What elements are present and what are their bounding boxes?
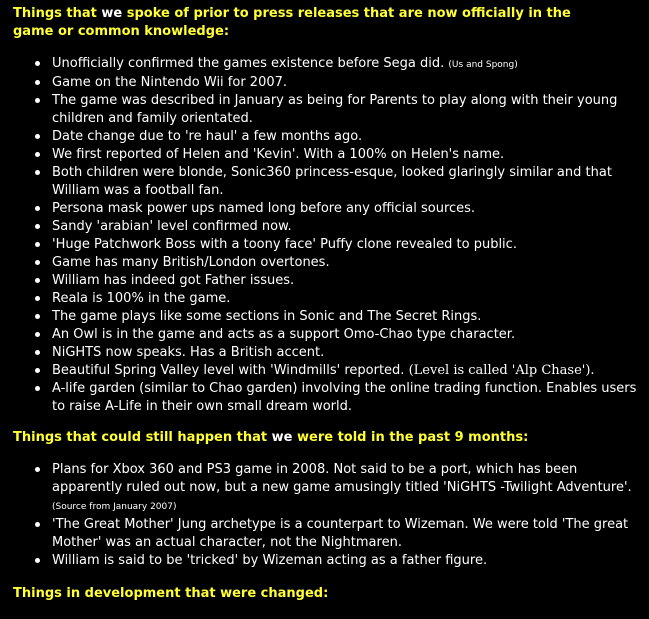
list-item bbox=[0, 128, 640, 146]
list-item bbox=[0, 200, 640, 218]
heading-text: Things that could still happen that bbox=[13, 430, 272, 445]
item-text: Date change due to 're haul' a few months ago. bbox=[52, 129, 363, 144]
item-text: The game was described in January as being for Parents to play along with their young children and family orientated. bbox=[52, 93, 618, 126]
item-text: Game has many British/London overtones. bbox=[52, 255, 330, 270]
item-text: An Owl is in the game and acts as a support Omo-Chao type character. bbox=[52, 327, 516, 342]
item-level-note: (Level is called 'Alp Chase'). bbox=[408, 363, 595, 378]
heading-text: Things in development that were changed: bbox=[13, 586, 329, 601]
heading-emphasis: we bbox=[271, 430, 293, 445]
item-text: NiGHTS now speaks. Has a British accent. bbox=[52, 345, 325, 360]
item-text: Game on the Nintendo Wii for 2007. bbox=[52, 75, 288, 90]
section-heading-confirmed bbox=[13, 5, 613, 41]
item-text: We first reported of Helen and 'Kevin'. With a 100% on Helen's name. bbox=[52, 147, 505, 162]
list-item bbox=[0, 74, 640, 92]
list-item bbox=[0, 146, 640, 164]
list-item bbox=[0, 290, 640, 308]
item-text: Sandy 'arabian' level confirmed now. bbox=[52, 219, 292, 234]
item-text: A-life garden (similar to Chao garden) involving the online trading function. Enables users to raise A-Life in their own small dream world. bbox=[52, 381, 637, 414]
list-item bbox=[0, 380, 640, 416]
section-heading-rumoured bbox=[13, 429, 633, 447]
item-text: 'Huge Patchwork Boss with a toony face' Puffy clone revealed to public. bbox=[52, 237, 517, 252]
item-text: 'The Great Mother' Jung archetype is a counterpart to Wizeman. We were told 'The great Mother' was an actual character, not the Nightmaren. bbox=[52, 517, 629, 550]
section-heading-changed bbox=[13, 585, 633, 603]
rumoured-facts-list bbox=[0, 461, 640, 570]
item-text: William has indeed got Father issues. bbox=[52, 273, 295, 288]
heading-text: spoke of prior to press releases that are now officially in the game or common knowledge: bbox=[13, 6, 571, 39]
list-item bbox=[0, 461, 640, 516]
list-item bbox=[0, 164, 640, 200]
list-item bbox=[0, 552, 640, 570]
list-item bbox=[0, 308, 640, 326]
item-text: Both children were blonde, Sonic360 princess-esque, looked glaringly similar and that William was a football fan. bbox=[52, 165, 612, 198]
item-source-note: (Us and Spong) bbox=[448, 60, 518, 70]
list-item bbox=[0, 55, 640, 74]
item-text: Beautiful Spring Valley level with 'Windmills' reported. bbox=[52, 363, 405, 378]
item-text: Plans for Xbox 360 and PS3 game in 2008. Not said to be a port, which has been apparently ruled out now, but a new game amusingly titled 'NiGHTS -Twilight Adventure'. bbox=[52, 462, 632, 495]
item-text: Persona mask power ups named long before any official sources. bbox=[52, 201, 476, 216]
heading-emphasis: we bbox=[101, 6, 123, 21]
item-source-note: (Source from January 2007) bbox=[52, 502, 177, 512]
list-item bbox=[0, 236, 640, 254]
list-item bbox=[0, 362, 640, 380]
item-text: William is said to be 'tricked' by Wizeman acting as a father figure. bbox=[52, 553, 488, 568]
confirmed-facts-list bbox=[0, 55, 640, 416]
list-item bbox=[0, 272, 640, 290]
item-text: Unofficially confirmed the games existence before Sega did. bbox=[52, 56, 445, 71]
item-text: The game plays like some sections in Sonic and The Secret Rings. bbox=[52, 309, 482, 324]
list-item bbox=[0, 254, 640, 272]
heading-text: Things that bbox=[13, 6, 102, 21]
list-item bbox=[0, 92, 640, 128]
list-item bbox=[0, 516, 640, 552]
list-item bbox=[0, 326, 640, 344]
heading-text: were told in the past 9 months: bbox=[292, 430, 529, 445]
list-item bbox=[0, 344, 640, 362]
item-text: Reala is 100% in the game. bbox=[52, 291, 231, 306]
list-item bbox=[0, 218, 640, 236]
